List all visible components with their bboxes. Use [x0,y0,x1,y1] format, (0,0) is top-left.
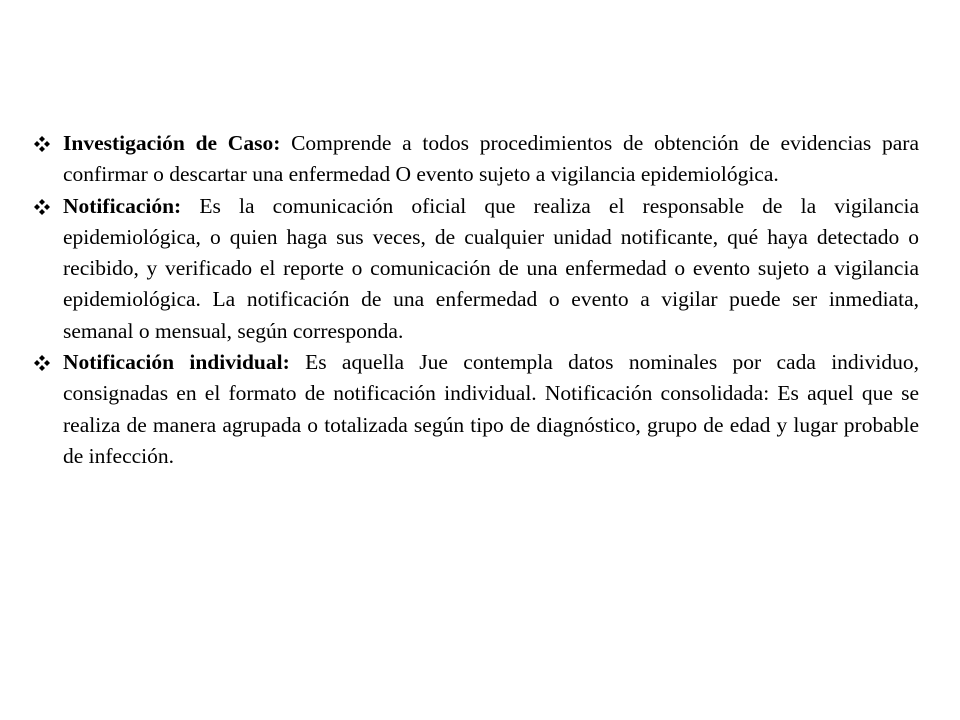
definition-notificacion: Es la comunicación oficial que realiza el responsable de la vigilancia epidemiológica, o quien haga sus veces, de cualquier unidad notificante, qué haya detectado o recibido, y verificado el reporte o comunicación de una enfermedad o evento sujeto a vigilancia epidemiológica. La notificación de una enfermedad o evento a vigilar puede ser inmediata, semanal o mensual, según corresponda. [63,193,919,343]
list-item-notificacion [34,191,919,347]
definition-notificacion-individual: Es aquella Jue contempla datos nominales por cada individuo, consignadas en el formato de notificación individual. Notificación consolidada: Es aquel que se realiza de manera agrupada o totalizada según tipo de diagnóstico, grupo de edad y lugar probable de infección. [63,350,920,468]
list-item-notificacion-individual [34,347,919,472]
four-diamond-bullet-icon [34,199,50,215]
four-diamond-bullet-icon [34,136,50,152]
term-investigacion-de-caso: Investigación de Caso: [63,131,281,155]
definition-list [34,128,919,472]
list-item-investigacion-de-caso [34,128,919,191]
definition-investigacion-de-caso: Comprende a todos procedimientos de obtención de evidencias para confirmar o descartar una enfermedad O evento sujeto a vigilancia epidemiológica. [63,131,919,187]
term-notificacion: Notificación: [63,193,182,218]
four-diamond-bullet-icon [34,355,50,371]
term-notificacion-individual: Notificación individual: [63,350,290,375]
